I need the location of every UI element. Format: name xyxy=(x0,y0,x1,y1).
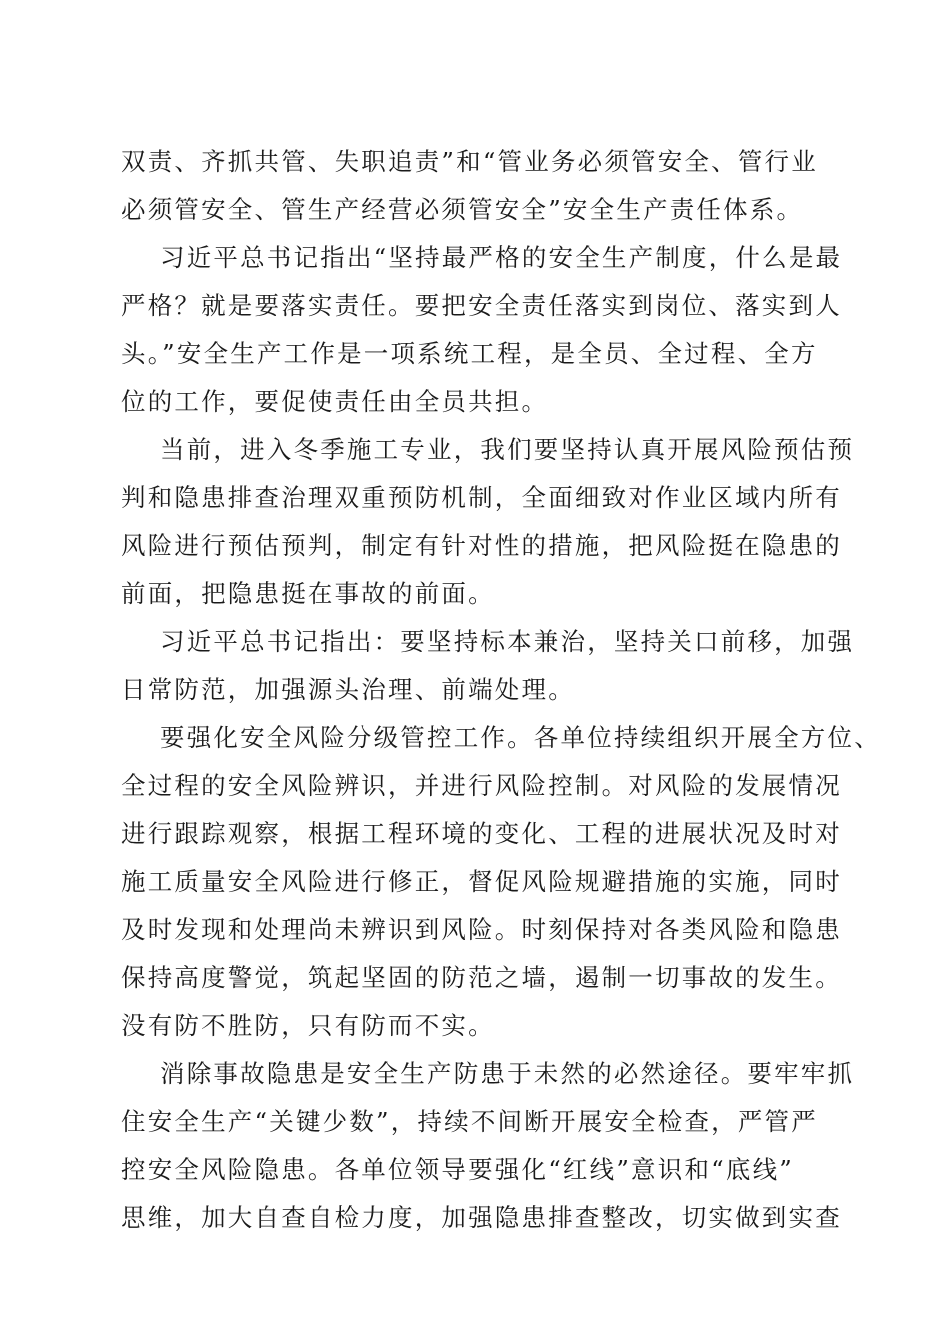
paragraph-start-line: 消除事故隐患是安全生产防患于未然的必然途径。要牢牢抓 xyxy=(160,1059,855,1088)
text-line: 控安全风险隐患。各单位领导要强化“红线”意识和“底线” xyxy=(121,1155,794,1184)
text-line: 及时发现和处理尚未辨识到风险。时刻保持对各类风险和隐患 xyxy=(121,915,842,944)
text-line: 没有防不胜防，只有防而不实。 xyxy=(121,1011,495,1040)
paragraph-start-line: 习近平总书记指出“坚持最严格的安全生产制度，什么是最 xyxy=(160,243,843,272)
text-line: 头。”安全生产工作是一项系统工程，是全员、全过程、全方 xyxy=(121,339,818,368)
text-line: 日常防范，加强源头治理、前端处理。 xyxy=(121,675,575,704)
text-line: 前面，把隐患挺在事故的前面。 xyxy=(121,579,495,608)
text-line: 位的工作，要促使责任由全员共担。 xyxy=(121,387,549,416)
text-line: 必须管安全、管生产经营必须管安全”安全生产责任体系。 xyxy=(121,195,804,224)
text-line: 全过程的安全风险辨识，并进行风险控制。对风险的发展情况 xyxy=(121,771,842,800)
text-line: 判和隐患排查治理双重预防机制，全面细致对作业区域内所有 xyxy=(121,483,842,512)
text-line: 施工质量安全风险进行修正，督促风险规避措施的实施，同时 xyxy=(121,867,842,896)
paragraph-start-line: 当前，进入冬季施工专业，我们要坚持认真开展风险预估预 xyxy=(160,435,855,464)
paragraph-start-line: 习近平总书记指出：要坚持标本兼治，坚持关口前移，加强 xyxy=(160,627,855,656)
text-line: 保持高度警觉，筑起坚固的防范之墙，遏制一切事故的发生。 xyxy=(121,963,842,992)
text-line: 风险进行预估预判，制定有针对性的措施，把风险挺在隐患的 xyxy=(121,531,842,560)
text-line: 思维，加大自查自检力度，加强隐患排查整改，切实做到实查 xyxy=(121,1203,842,1232)
paragraph-start-line: 要强化安全风险分级管控工作。各单位持续组织开展全方位、 xyxy=(160,723,881,752)
text-line: 严格？就是要落实责任。要把安全责任落实到岗位、落实到人 xyxy=(121,291,842,320)
text-line: 双责、齐抓共管、失职追责”和“管业务必须管安全、管行业 xyxy=(121,147,818,176)
text-line: 进行跟踪观察，根据工程环境的变化、工程的进展状况及时对 xyxy=(121,819,842,848)
text-line: 住安全生产“关键少数”，持续不间断开展安全检查，严管严 xyxy=(121,1107,818,1136)
